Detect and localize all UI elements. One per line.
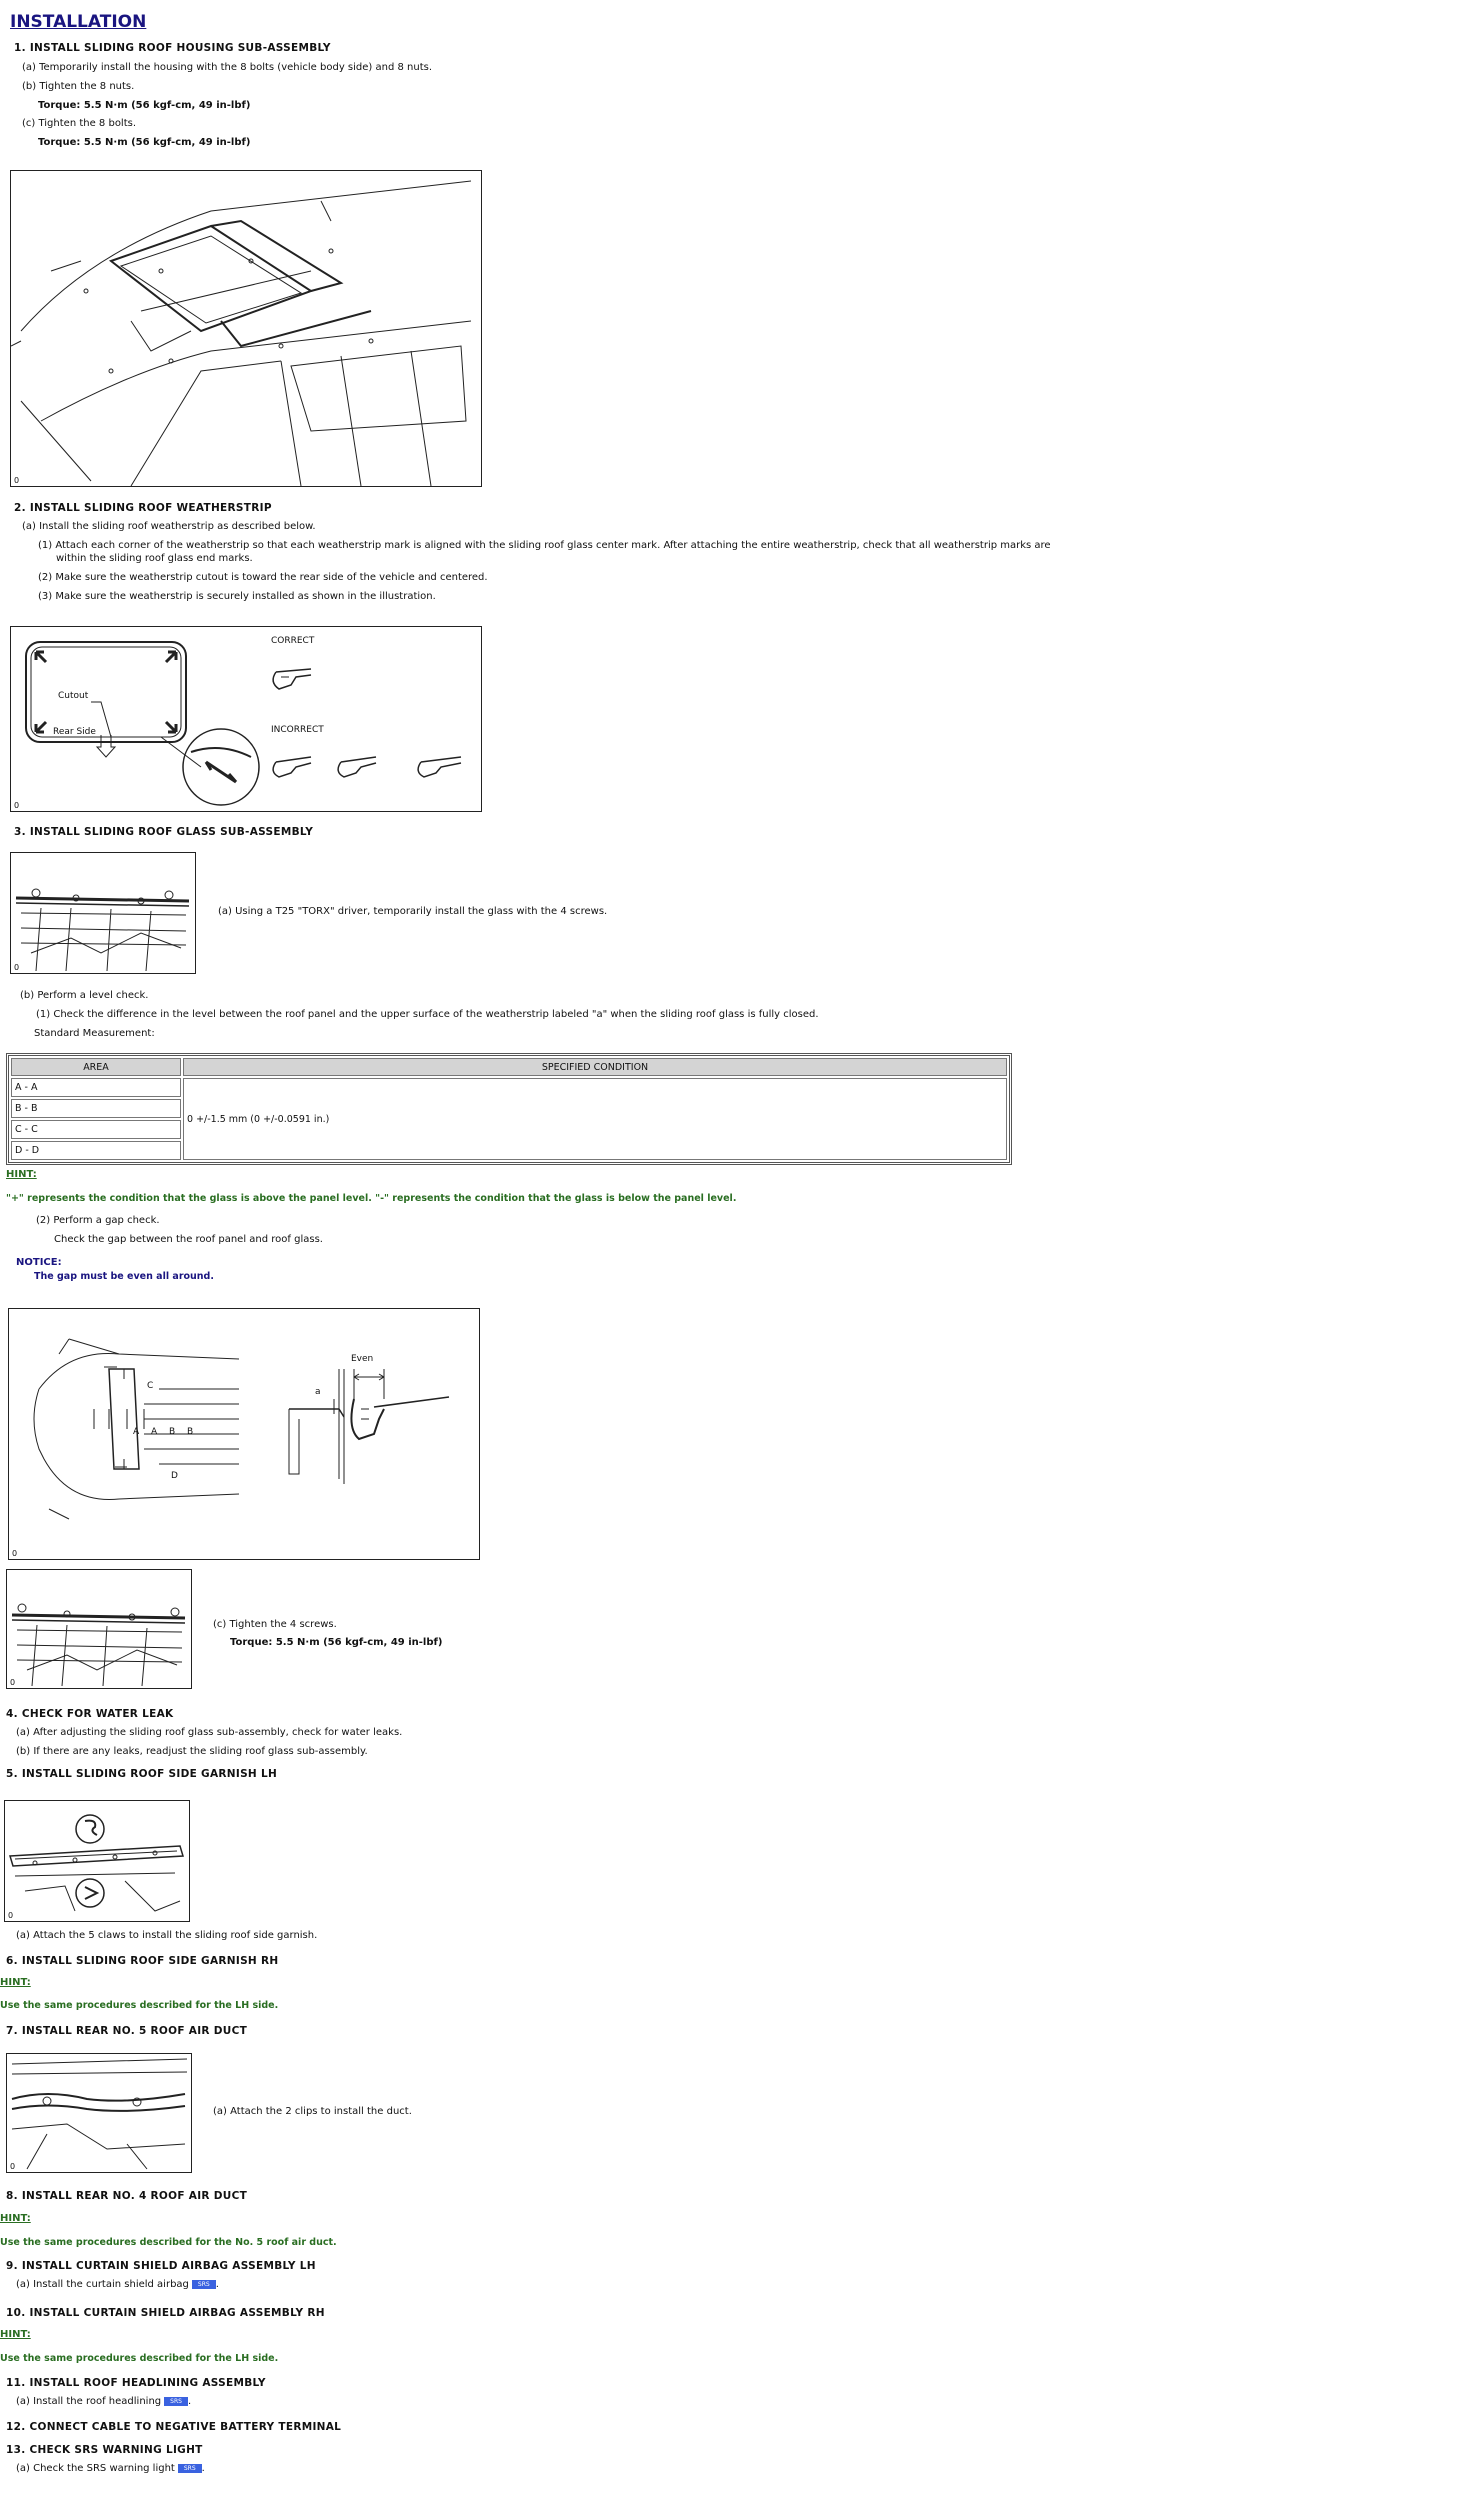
specification-table: [6, 1053, 1012, 1165]
step-7-heading: 7. INSTALL REAR NO. 5 ROOF AIR DUCT: [6, 2025, 248, 2037]
step-1-a: (a) Temporarily install the housing with the 8 bolts (vehicle body side) and 8 nuts.: [22, 62, 432, 73]
step-1-b: (b) Tighten the 8 nuts.: [22, 81, 135, 92]
standard-measurement-label: Standard Measurement:: [34, 1028, 155, 1039]
step-11-heading: 11. INSTALL ROOF HEADLINING ASSEMBLY: [6, 2377, 266, 2389]
column-header-condition: SPECIFIED CONDITION: [183, 1058, 1007, 1076]
step-2-a1-line1: (1) Attach each corner of the weatherstrip so that each weatherstrip mark is aligned with the sliding roof glass center mark. After attaching the entire weatherstrip, check that all weatherstrip marks are: [38, 540, 1051, 551]
table-cell-condition: 0 +/-1.5 mm (0 +/-0.0591 in.): [183, 1078, 1007, 1160]
step-11-a-end: .: [187, 2396, 192, 2407]
step-1-c: (c) Tighten the 8 bolts.: [22, 118, 137, 129]
d-label: D: [171, 1471, 178, 1481]
hint-label: HINT:: [0, 2213, 31, 2224]
step-3-heading: 3. INSTALL SLIDING ROOF GLASS SUB-ASSEMBLY: [14, 826, 314, 838]
c-label: C: [147, 1381, 154, 1391]
figure-code: 0: [14, 476, 20, 485]
figure-code: 0: [10, 1678, 16, 1687]
step-2-a2: (2) Make sure the weatherstrip cutout is toward the rear side of the vehicle and centered.: [38, 572, 488, 583]
air-duct-illustration: [6, 2053, 192, 2173]
hint-text: Use the same procedures described for the LH side.: [0, 2000, 279, 2011]
step-3-c: (c) Tighten the 4 screws.: [213, 1619, 337, 1630]
step-5-a: (a) Attach the 5 claws to install the sliding roof side garnish.: [16, 1930, 318, 1941]
step-1-torque-c: Torque: 5.5 N·m (56 kgf-cm, 49 in-lbf): [38, 137, 251, 148]
step-3-torque-c: Torque: 5.5 N·m (56 kgf-cm, 49 in-lbf): [230, 1637, 443, 1648]
step-13-a-end: .: [201, 2463, 205, 2474]
srs-reference-button[interactable]: SRS: [164, 2397, 188, 2406]
figure-code: 0: [12, 1549, 18, 1558]
step-9-heading: 9. INSTALL CURTAIN SHIELD AIRBAG ASSEMBLY LH: [6, 2260, 316, 2272]
step-4-heading: 4. CHECK FOR WATER LEAK: [6, 1708, 174, 1720]
step-9-a: [16, 2279, 219, 2290]
step-2-a3: (3) Make sure the weatherstrip is securely installed as shown in the illustration.: [38, 591, 436, 602]
table-row: [11, 1078, 1007, 1097]
step-13-a-text: (a) Check the SRS warning light: [16, 2463, 175, 2474]
b-area-label-left: B: [169, 1427, 176, 1437]
step-2-heading: 2. INSTALL SLIDING ROOF WEATHERSTRIP: [14, 502, 272, 514]
figure-code: 0: [8, 1911, 14, 1920]
step-9-a-end: .: [215, 2279, 219, 2290]
tighten-screws-illustration: [6, 1569, 192, 1689]
hint-text: Use the same procedures described for the LH side.: [0, 2353, 279, 2364]
roof-glass-illustration: [10, 852, 196, 974]
step-5-heading: 5. INSTALL SLIDING ROOF SIDE GARNISH LH: [6, 1768, 278, 1780]
step-3-a: (a) Using a T25 "TORX" driver, temporarily install the glass with the 4 screws.: [218, 906, 608, 917]
step-1-torque-b: Torque: 5.5 N·m (56 kgf-cm, 49 in-lbf): [38, 100, 251, 111]
a-label: a: [315, 1387, 321, 1397]
step-11-a-text: (a) Install the roof headlining: [16, 2396, 162, 2407]
step-4-a: (a) After adjusting the sliding roof glass sub-assembly, check for water leaks.: [16, 1727, 403, 1738]
table-cell-area: B - B: [11, 1099, 181, 1118]
figure-code: 0: [14, 801, 20, 810]
step-6-heading: 6. INSTALL SLIDING ROOF SIDE GARNISH RH: [6, 1955, 279, 1967]
column-header-area: AREA: [11, 1058, 181, 1076]
notice-text: The gap must be even all around.: [34, 1271, 214, 1282]
table-cell-area: C - C: [11, 1120, 181, 1139]
hint-text: Use the same procedures described for the No. 5 roof air duct.: [0, 2237, 337, 2248]
hint-label: HINT:: [0, 2329, 31, 2340]
roof-housing-illustration: [10, 170, 482, 487]
b-area-label-right: B: [187, 1427, 194, 1437]
step-7-a: (a) Attach the 2 clips to install the duct.: [213, 2106, 412, 2117]
step-2-a: (a) Install the sliding roof weatherstrip as described below.: [22, 521, 316, 532]
notice-label: NOTICE:: [16, 1257, 62, 1268]
step-3-b1: (1) Check the difference in the level between the roof panel and the upper surface of the weatherstrip labeled "a" when the sliding roof glass is fully closed.: [36, 1009, 819, 1020]
figure-code: 0: [10, 2162, 16, 2171]
table-cell-area: A - A: [11, 1078, 181, 1097]
hint-text: "+" represents the condition that the glass is above the panel level. "-" represents the condition that the glass is below the panel level.: [6, 1193, 737, 1204]
gap-check-illustration: [8, 1308, 480, 1560]
a-area-label-right: A: [151, 1427, 158, 1437]
page-title: INSTALLATION: [10, 12, 147, 32]
step-3-b2: (2) Perform a gap check.: [36, 1215, 160, 1226]
step-12-heading: 12. CONNECT CABLE TO NEGATIVE BATTERY TERMINAL: [6, 2421, 342, 2433]
table-cell-area: D - D: [11, 1141, 181, 1160]
step-13-a: [16, 2463, 205, 2474]
rear-side-label: Rear Side: [53, 727, 96, 737]
step-4-b: (b) If there are any leaks, readjust the sliding roof glass sub-assembly.: [16, 1746, 368, 1757]
step-13-heading: 13. CHECK SRS WARNING LIGHT: [6, 2444, 203, 2456]
step-9-a-text: (a) Install the curtain shield airbag: [16, 2279, 189, 2290]
step-3-b2-text: Check the gap between the roof panel and roof glass.: [54, 1234, 323, 1245]
table-header-row: [11, 1058, 1007, 1076]
step-11-a: [16, 2396, 191, 2407]
cutout-label: Cutout: [58, 691, 89, 701]
a-area-label-left: A: [133, 1427, 140, 1437]
step-3-b: (b) Perform a level check.: [20, 990, 149, 1001]
srs-reference-button[interactable]: SRS: [178, 2464, 202, 2473]
even-label: Even: [351, 1354, 374, 1364]
incorrect-label: INCORRECT: [271, 725, 324, 735]
srs-reference-button[interactable]: SRS: [192, 2280, 216, 2289]
figure-code: 0: [14, 963, 20, 972]
step-2-a1-line2: within the sliding roof glass end marks.: [56, 553, 253, 564]
hint-label: HINT:: [0, 1977, 31, 1988]
step-1-heading: 1. INSTALL SLIDING ROOF HOUSING SUB-ASSEMBLY: [14, 42, 331, 54]
correct-label: CORRECT: [271, 636, 315, 646]
step-10-heading: 10. INSTALL CURTAIN SHIELD AIRBAG ASSEMBLY RH: [6, 2307, 325, 2319]
step-8-heading: 8. INSTALL REAR NO. 4 ROOF AIR DUCT: [6, 2190, 248, 2202]
weatherstrip-illustration: [10, 626, 482, 812]
side-garnish-illustration: [4, 1800, 190, 1922]
hint-label: HINT:: [6, 1169, 37, 1180]
